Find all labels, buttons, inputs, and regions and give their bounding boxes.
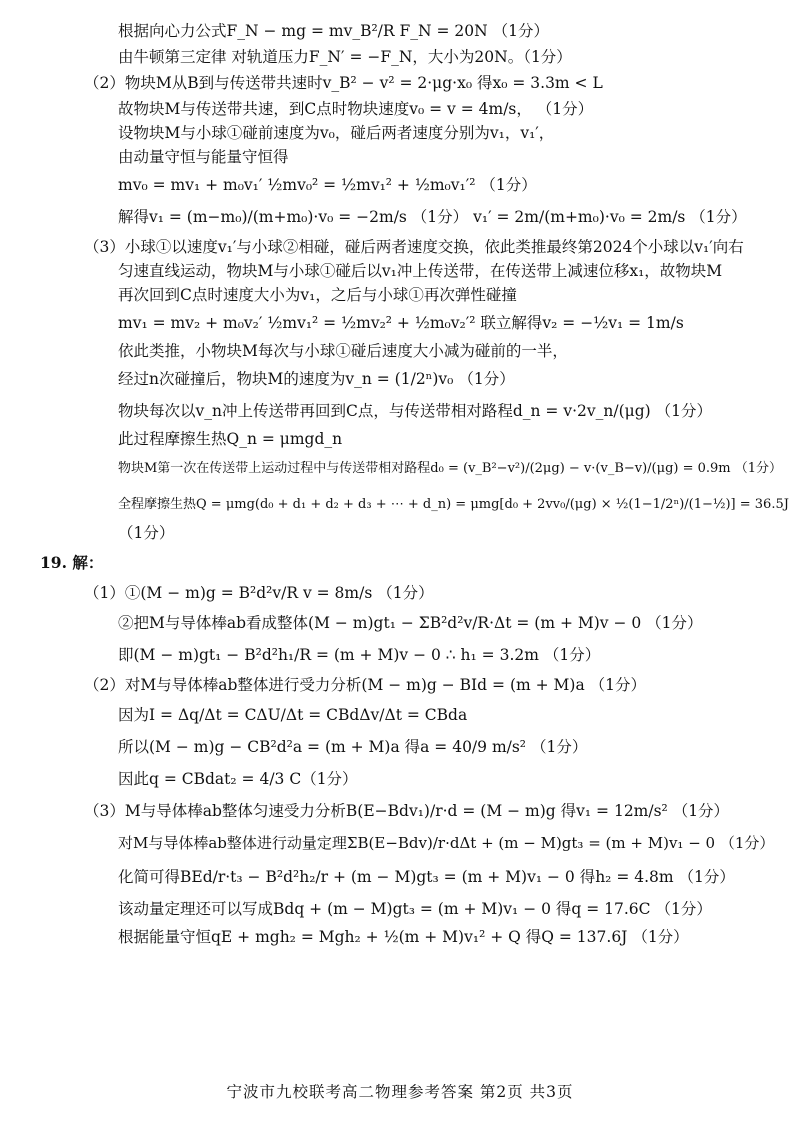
page-footer: 宁波市九校联考高二物理参考答案 第2页 共3页 <box>226 1083 574 1101</box>
text-line: 根据向心力公式F_N − mg = mv_B²/R F_N = 20N （1分） <box>118 22 549 40</box>
text-line: （1分） <box>118 524 175 542</box>
text-line: 再次回到C点时速度大小为v₁，之后与小球①再次弹性碰撞 <box>118 286 517 304</box>
text-line: 全程摩擦生热Q = μmg(d₀ + d₁ + d₂ + d₃ + ⋯ + d_n) = μmg[d₀ + 2vv₀/(μg) × ½(1−1/2ⁿ)/(1−½)] = 36.5J <box>118 497 789 512</box>
text-line: 解得v₁ = (m−m₀)/(m+m₀)·v₀ = −2m/s （1分） v₁′ = 2m/(m+m₀)·v₀ = 2m/s （1分） <box>118 208 747 226</box>
text-line: 由动量守恒与能量守恒得 <box>118 148 289 166</box>
text-line: 故物块M与传送带共速，到C点时物块速度v₀ = v = 4m/s， （1分） <box>118 100 594 118</box>
text-line: （3）M与导体棒ab整体匀速受力分析B(E−Bdv₁)/r·d = (M − m)g 得v₁ = 12m/s² （1分） <box>84 802 730 820</box>
text-line: 此过程摩擦生热Q_n = μmgd_n <box>118 430 343 448</box>
text-line: 经过n次碰撞后，物块M的速度为v_n = (1/2ⁿ)v₀ （1分） <box>118 370 515 388</box>
text-line: （2）物块M从B到与传送带共速时v_B² − v² = 2·μg·x₀ 得x₀ = 3.3m < L <box>84 74 603 92</box>
text-line: （3）小球①以速度v₁′与小球②相碰，碰后两者速度交换，依此类推最终第2024个小球以v₁′向右 <box>84 238 744 256</box>
text-line: （2）对M与导体棒ab整体进行受力分析(M − m)g − BId = (m + M)a （1分） <box>84 676 646 694</box>
text-line: mv₁ = mv₂ + m₀v₂′ ½mv₁² = ½mv₂² + ½m₀v₂′² 联立解得v₂ = −½v₁ = 1m/s <box>118 314 684 332</box>
text-line: 物块M第一次在传送带上运动过程中与传送带相对路程d₀ = (v_B²−v²)/(2μg) − v·(v_B−v)/(μg) = 0.9m （1分） <box>118 461 783 476</box>
text-line: ②把M与导体棒ab看成整体(M − m)gt₁ − ΣB²d²v/R·Δt = (m + M)v − 0 （1分） <box>118 614 703 632</box>
text-line: 设物块M与小球①碰前速度为v₀，碰后两者速度分别为v₁，v₁′， <box>118 124 555 142</box>
text-line: 因此q = CBdat₂ = 4/3 C（1分） <box>118 770 358 788</box>
text-line: （1）①(M − m)g = B²d²v/R v = 8m/s （1分） <box>84 584 434 602</box>
question-number: 19. 解： <box>40 553 104 572</box>
text-line: 即(M − m)gt₁ − B²d²h₁/R = (m + M)v − 0 ∴ h₁ = 3.2m （1分） <box>118 646 601 664</box>
text-line: 根据能量守恒qE + mgh₂ = Mgh₂ + ½(m + M)v₁² + Q 得Q = 137.6J （1分） <box>118 928 689 946</box>
text-line: 由牛顿第三定律 对轨道压力F_N′ = −F_N，大小为20N。（1分） <box>118 48 572 66</box>
text-line: 该动量定理还可以写成Bdq + (m − M)gt₃ = (m + M)v₁ − 0 得q = 17.6C （1分） <box>118 900 712 918</box>
text-line: 对M与导体棒ab整体进行动量定理ΣB(E−Bdv)/r·dΔt + (m − M)gt₃ = (m + M)v₁ − 0 （1分） <box>118 834 775 852</box>
text-line: mv₀ = mv₁ + m₀v₁′ ½mv₀² = ½mv₁² + ½m₀v₁′² （1分） <box>118 176 537 194</box>
text-line: 所以(M − m)g − CB²d²a = (m + M)a 得a = 40/9 m/s² （1分） <box>118 738 588 756</box>
text-line: 化简可得BEd/r·t₃ − B²d²h₂/r + (m − M)gt₃ = (m + M)v₁ − 0 得h₂ = 4.8m （1分） <box>118 868 735 886</box>
text-line: 物块每次以v_n冲上传送带再回到C点，与传送带相对路程d_n = v·2v_n/(μg) （1分） <box>118 402 712 420</box>
text-line: 匀速直线运动，物块M与小球①碰后以v₁冲上传送带，在传送带上减速位移x₁，故物块M <box>118 262 723 280</box>
text-line: 因为I = Δq/Δt = CΔU/Δt = CBdΔv/Δt = CBda <box>118 706 468 724</box>
text-line: 依此类推，小物块M每次与小球①碰后速度大小减为碰前的一半， <box>118 342 568 360</box>
